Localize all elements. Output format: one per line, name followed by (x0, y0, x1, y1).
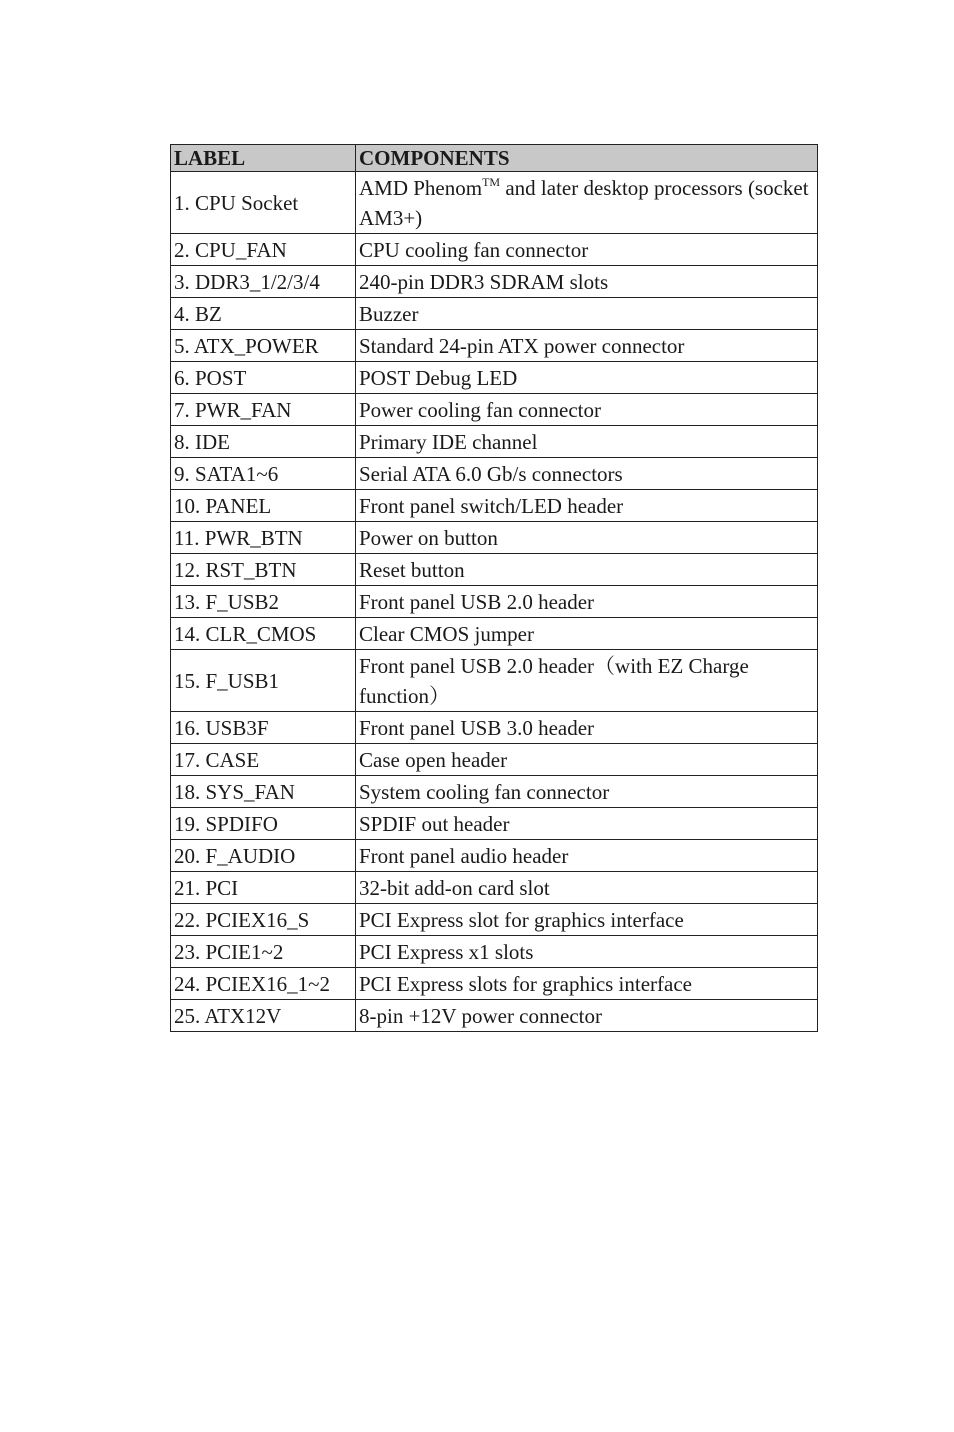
row-component: CPU cooling fan connector (356, 234, 818, 266)
trademark-mark: TM (482, 174, 501, 189)
row-label: 16. USB3F (171, 712, 356, 744)
row-component: Front panel USB 3.0 header (356, 712, 818, 744)
table-row (171, 298, 818, 330)
table-row (171, 840, 818, 872)
row-component: Front panel USB 2.0 header (356, 586, 818, 618)
table-row (171, 808, 818, 840)
table-row (171, 426, 818, 458)
table-header (171, 145, 818, 172)
row-component: POST Debug LED (356, 362, 818, 394)
row-component: Primary IDE channel (356, 426, 818, 458)
row-component: Power cooling fan connector (356, 394, 818, 426)
row-label: 22. PCIEX16_S (171, 904, 356, 936)
row-label: 8. IDE (171, 426, 356, 458)
table-row (171, 330, 818, 362)
table-row (171, 776, 818, 808)
row-label: 18. SYS_FAN (171, 776, 356, 808)
row-component: Front panel USB 2.0 header（with EZ Charge function） (356, 650, 818, 712)
row-label: 11. PWR_BTN (171, 522, 356, 554)
component-text-part: AMD Phenom (359, 175, 483, 200)
row-label: 25. ATX12V (171, 1000, 356, 1032)
row-component: Serial ATA 6.0 Gb/s connectors (356, 458, 818, 490)
row-label: 10. PANEL (171, 490, 356, 522)
row-label: 23. PCIE1~2 (171, 936, 356, 968)
row-component: 32-bit add-on card slot (356, 872, 818, 904)
row-label: 1. CPU Socket (171, 172, 356, 234)
table-row (171, 586, 818, 618)
header-components: COMPONENTS (356, 145, 818, 172)
row-component: Clear CMOS jumper (356, 618, 818, 650)
table-row (171, 872, 818, 904)
row-component: Standard 24-pin ATX power connector (356, 330, 818, 362)
table-header-row (171, 145, 818, 172)
row-label: 20. F_AUDIO (171, 840, 356, 872)
row-component: PCI Express x1 slots (356, 936, 818, 968)
row-component: Power on button (356, 522, 818, 554)
row-label: 5. ATX_POWER (171, 330, 356, 362)
row-component (356, 172, 818, 234)
row-label: 21. PCI (171, 872, 356, 904)
table-row (171, 234, 818, 266)
row-label: 9. SATA1~6 (171, 458, 356, 490)
row-component: 8-pin +12V power connector (356, 1000, 818, 1032)
row-label: 15. F_USB1 (171, 650, 356, 712)
row-label: 19. SPDIFO (171, 808, 356, 840)
row-label: 2. CPU_FAN (171, 234, 356, 266)
row-label: 3. DDR3_1/2/3/4 (171, 266, 356, 298)
row-label: 6. POST (171, 362, 356, 394)
component-text-part: and later desktop processors (socket AM3+) (359, 175, 809, 230)
row-component: 240-pin DDR3 SDRAM slots (356, 266, 818, 298)
table-row (171, 618, 818, 650)
row-component: Front panel audio header (356, 840, 818, 872)
table-row (171, 266, 818, 298)
table-row (171, 904, 818, 936)
row-component: System cooling fan connector (356, 776, 818, 808)
row-label: 17. CASE (171, 744, 356, 776)
row-label: 12. RST_BTN (171, 554, 356, 586)
row-label: 24. PCIEX16_1~2 (171, 968, 356, 1000)
header-label: LABEL (171, 145, 356, 172)
table-row (171, 394, 818, 426)
table-row (171, 554, 818, 586)
table-row (171, 522, 818, 554)
row-component: PCI Express slot for graphics interface (356, 904, 818, 936)
table-row (171, 936, 818, 968)
row-component: SPDIF out header (356, 808, 818, 840)
row-label: 4. BZ (171, 298, 356, 330)
row-component: PCI Express slots for graphics interface (356, 968, 818, 1000)
components-table (170, 144, 818, 1032)
table-row (171, 490, 818, 522)
table-row (171, 712, 818, 744)
table-row (171, 968, 818, 1000)
table-row (171, 458, 818, 490)
table-row (171, 744, 818, 776)
row-component: Front panel switch/LED header (356, 490, 818, 522)
table-row (171, 172, 818, 234)
row-label: 14. CLR_CMOS (171, 618, 356, 650)
table-row (171, 1000, 818, 1032)
table-row (171, 650, 818, 712)
row-component: Buzzer (356, 298, 818, 330)
row-label: 13. F_USB2 (171, 586, 356, 618)
row-component: Reset button (356, 554, 818, 586)
row-component: Case open header (356, 744, 818, 776)
table-body (171, 172, 818, 1032)
table-row (171, 362, 818, 394)
row-label: 7. PWR_FAN (171, 394, 356, 426)
